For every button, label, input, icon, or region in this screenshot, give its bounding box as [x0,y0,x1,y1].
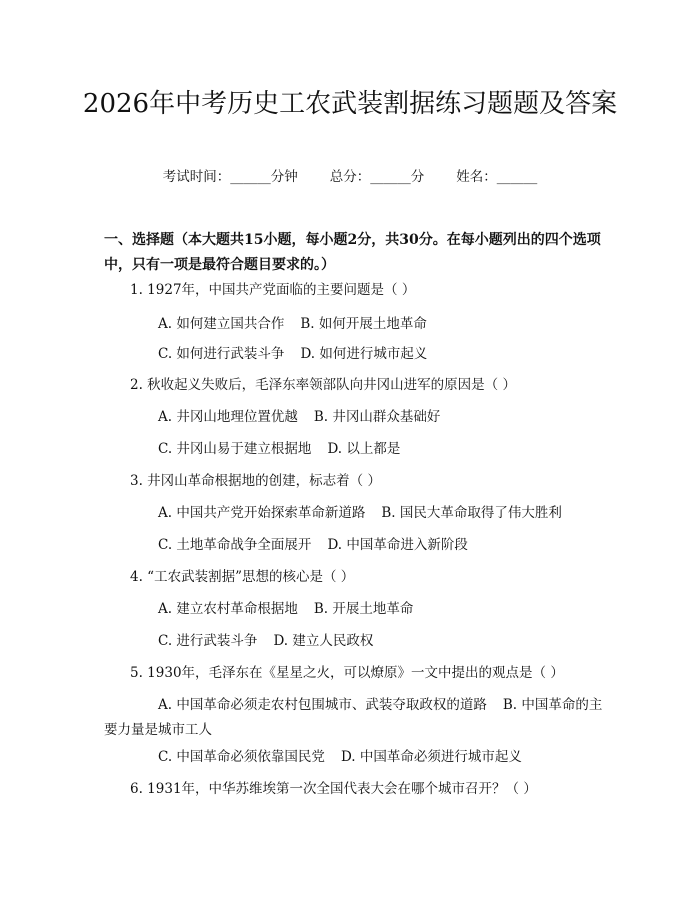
option-row [158,502,562,524]
student-name-field: 姓名：______ [456,169,538,185]
option-row [104,693,604,743]
option: D. 中国革命进入新阶段 [327,537,468,553]
option: B. 如何开展土地革命 [300,316,427,332]
option: A. 中国共产党开始探索革命新道路 [158,505,366,521]
option-row [158,598,413,620]
exam-time-field: 考试时间：______分钟 [162,169,298,185]
question-stem: 2. 秋收起义失败后，毛泽东率领部队向井冈山进军的原因是（ ） [130,377,516,393]
option: C. 井冈山易于建立根据地 [158,441,312,457]
option: A. 如何建立国共合作 [158,316,285,332]
option-row [158,534,468,556]
question-stem: 6. 1931年，中华苏维埃第一次全国代表大会在哪个城市召开？（ ） [130,781,537,797]
page-title: 2026年中考历史工农武装割据练习题题及答案 [82,89,618,119]
option: D. 如何进行城市起义 [300,346,428,362]
section-heading: 一、选择题（本大题共15小题，每小题2分，共30分。在每小题列出的四个选项中，只有一项是最符合题目要求的。） [104,232,601,273]
option: C. 进行武装斗争 [158,633,258,649]
option: D. 以上都是 [327,441,401,457]
question-stem: 3. 井冈山革命根据地的创建，标志着（ ） [130,473,381,489]
option: C. 中国革命必须依靠国民党 [158,749,325,765]
option-row [158,630,373,652]
question-stem: 5. 1930年，毛泽东在《星星之火，可以燎原》一文中提出的观点是（ ） [130,665,564,681]
option: B. 国民大革命取得了伟大胜利 [381,505,562,521]
option-row [158,313,427,335]
question-stem: 4. “工农武装割据”思想的核心是（ ） [130,569,355,585]
option: C. 土地革命战争全面展开 [158,537,312,553]
option: A. 中国革命必须走农村包围城市、武装夺取政权的道路 [158,697,487,713]
question-stem: 1. 1927年，中国共产党面临的主要问题是（ ） [130,282,416,298]
option-row [158,406,440,428]
option-row [158,746,522,768]
option: A. 建立农村革命根据地 [158,601,298,617]
option: D. 中国革命必须进行城市起义 [340,749,522,765]
total-score-field: 总分：______分 [329,169,425,185]
option-row [158,438,400,460]
option-row [158,343,427,365]
option: D. 建立人民政权 [273,633,374,649]
option: C. 如何进行武装斗争 [158,346,285,362]
option: B. 井冈山群众基础好 [313,409,441,425]
option: B. 中国革命的主要力量是城市工人 [104,697,603,738]
option: A. 井冈山地理位置优越 [158,409,298,425]
option: B. 开展土地革命 [313,601,414,617]
exam-meta [0,166,700,188]
